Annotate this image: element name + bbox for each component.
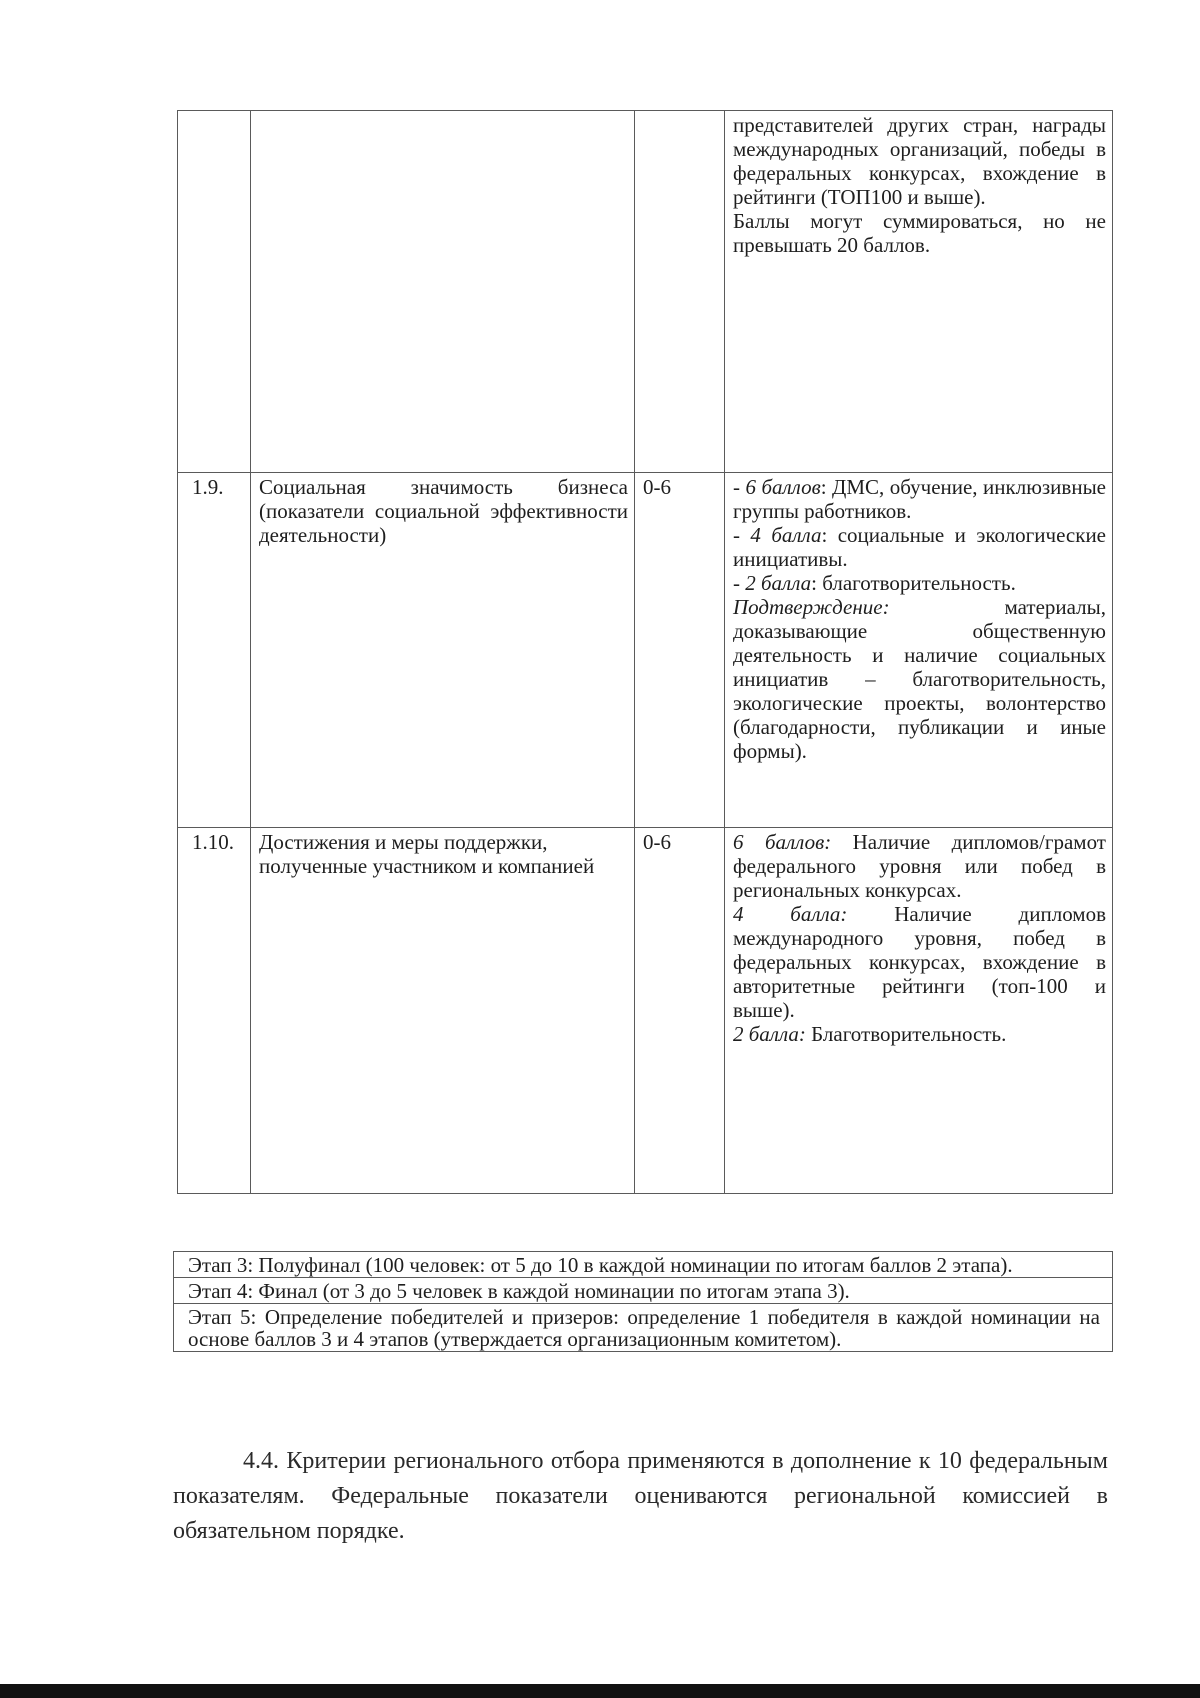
criterion-description	[725, 111, 1113, 473]
row-number: 1.10.	[178, 828, 251, 1194]
italic-label: 4 балла:	[733, 902, 848, 926]
description-paragraph	[733, 475, 1106, 523]
description-text: Благотворительность.	[805, 1022, 1007, 1046]
italic-label: 6 баллов:	[733, 830, 832, 854]
italic-label: Подтверждение:	[733, 595, 890, 619]
description-text: : социальные и экологические инициативы.	[733, 523, 1107, 571]
table-row	[174, 1304, 1113, 1352]
criterion-name	[251, 111, 635, 473]
description-paragraph	[733, 571, 1106, 595]
criterion-name: Достижения и меры поддержки, полученные участником и компанией	[251, 828, 635, 1194]
description-text: Наличие дипломов/грамот федерального уровня или побед в региональных конкурсах.	[733, 830, 1106, 902]
table-row	[174, 1252, 1113, 1278]
italic-label: 2 балла:	[733, 1022, 806, 1046]
stage-5: Этап 5: Определение победителей и призеров: определение 1 победителя в каждой номинации на основе баллов 3 и 4 этапов (утверждается организационным комитетом).	[174, 1304, 1113, 1352]
stage-3: Этап 3: Полуфинал (100 человек: от 5 до 10 в каждой номинации по итогам баллов 2 этапа).	[174, 1252, 1113, 1278]
description-paragraph	[733, 1022, 1106, 1046]
italic-label: - 4 балла	[733, 523, 822, 547]
stage-4: Этап 4: Финал (от 3 до 5 человек в каждой номинации по итогам этапа 3).	[174, 1278, 1113, 1304]
description-paragraph	[733, 113, 1106, 209]
table-row	[174, 1278, 1113, 1304]
criterion-description	[725, 473, 1113, 828]
table-row	[178, 828, 1113, 1194]
description-paragraph	[733, 902, 1106, 1022]
description-text: материалы, доказывающие общественную деятельность и наличие социальных инициатив – благотворительность, экологические проекты, волонтерство (благодарности, публикации и иные формы).	[733, 595, 1106, 763]
description-text: : ДМС, обучение, инклюзивные группы работников.	[733, 475, 1106, 523]
description-paragraph	[733, 523, 1106, 571]
criterion-name: Социальная значимость бизнеса (показатели социальной эффективности деятельности)	[251, 473, 635, 828]
italic-label: - 2 балла	[733, 571, 812, 595]
scan-edge	[0, 1684, 1200, 1698]
description-text: Баллы могут суммироваться, но не превышать 20 баллов.	[733, 209, 1106, 257]
row-number	[178, 111, 251, 473]
description-paragraph	[733, 830, 1106, 902]
section-4-4-paragraph: 4.4. Критерии регионального отбора применяются в дополнение к 10 федеральным показателям. Федеральные показатели оцениваются региональной комиссией в обязательном порядке.	[173, 1448, 1108, 1544]
description-paragraph	[733, 209, 1106, 257]
score-range: 0-6	[635, 473, 725, 828]
criteria-table	[177, 110, 1113, 1194]
description-paragraph	[733, 595, 1106, 763]
table-row	[178, 111, 1113, 473]
criterion-description	[725, 828, 1113, 1194]
description-text: представителей других стран, награды международных организаций, победы в федеральных конкурсах, вхождение в рейтинги (ТОП100 и выше).	[733, 113, 1106, 209]
description-text: Наличие дипломов международного уровня, побед в федеральных конкурсах, вхождение в авторитетные рейтинги (топ-100 и выше).	[733, 902, 1106, 1022]
score-range	[635, 111, 725, 473]
italic-label: 6 баллов	[745, 475, 821, 499]
description-text: : благотворительность.	[811, 571, 1016, 595]
score-range: 0-6	[635, 828, 725, 1194]
stages-table	[173, 1251, 1113, 1352]
table-row	[178, 473, 1113, 828]
description-text: -	[733, 475, 746, 499]
row-number: 1.9.	[178, 473, 251, 828]
